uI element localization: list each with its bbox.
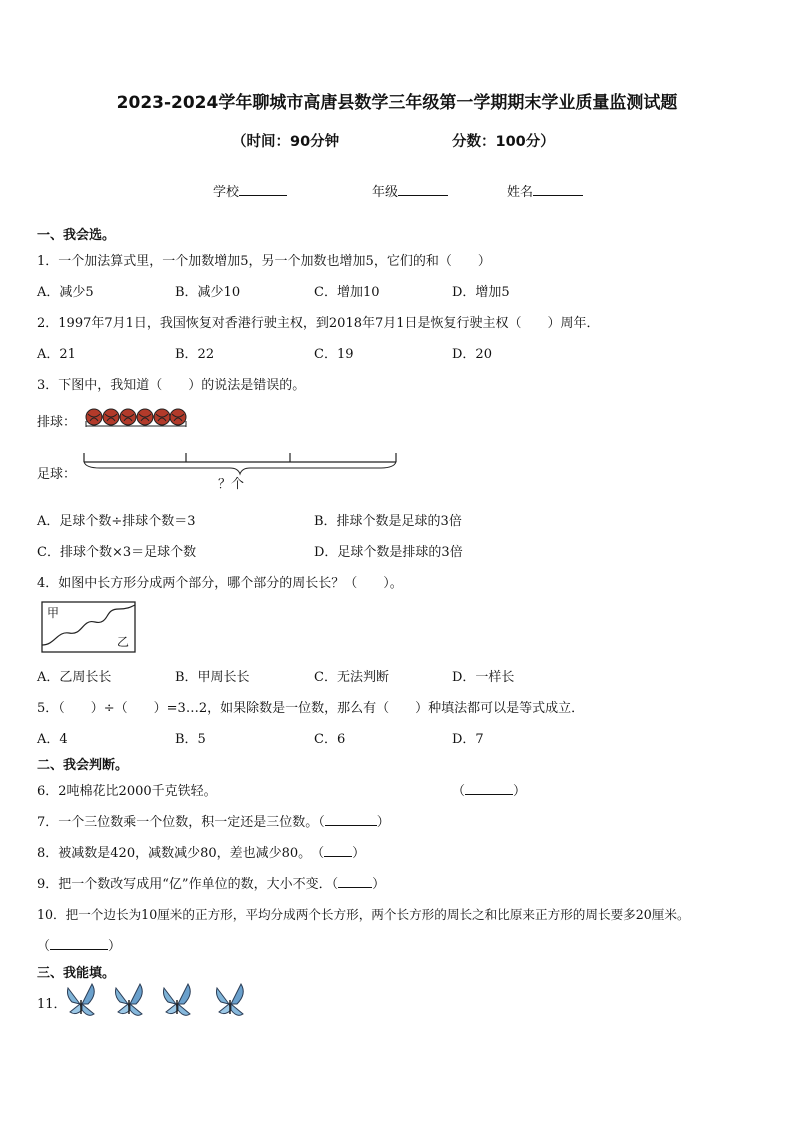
football-label: 足球： xyxy=(37,467,77,482)
q4-option-d: D．一样长 xyxy=(452,670,515,685)
exam-score: 分数：100分） xyxy=(452,134,555,150)
part-jia-label: 甲 xyxy=(47,606,60,620)
butterfly-icon xyxy=(217,984,244,1015)
q10-paren-open: （ xyxy=(37,939,51,954)
q6-paren-open: （ xyxy=(452,784,466,799)
question-10: 10．把一个边长为10厘米的正方形，平均分成两个长方形，两个长方形的周长之和比原来正方形的周长要多20厘米。 xyxy=(37,907,690,922)
name-field xyxy=(507,181,583,200)
volleyball-icon xyxy=(86,409,102,425)
volleyball-icon xyxy=(120,409,136,425)
school-label: 学校 xyxy=(213,185,240,200)
q6-paren-close: ） xyxy=(513,784,527,799)
q3-option-c: C．排球个数×3＝足球个数 xyxy=(37,545,197,560)
q4-option-b: B．甲周长长 xyxy=(175,670,250,685)
q3-option-b: B．排球个数是足球的3倍 xyxy=(314,514,462,529)
q6-answer-blank xyxy=(465,783,513,795)
question-1: 1．一个加法算式里，一个加数增加5，另一个加数也增加5，它们的和（ ） xyxy=(37,254,491,269)
q1-option-d: D．增加5 xyxy=(452,285,510,300)
name-blank xyxy=(533,184,583,196)
q8-answer-blank xyxy=(324,845,352,857)
volleyball-icon xyxy=(103,409,119,425)
q1-option-b: B．减少10 xyxy=(175,285,241,300)
grade-label: 年级 xyxy=(372,185,399,200)
q10-answer-box xyxy=(37,935,121,954)
butterfly-icon xyxy=(164,984,191,1015)
question-5: 5．（ ）÷（ ）=3…2，如果除数是一位数，那么有（ ）种填法都可以是等式成立． xyxy=(37,701,585,716)
volleyball-icon xyxy=(154,409,170,425)
name-label: 姓名 xyxy=(507,185,534,200)
question-9 xyxy=(37,873,385,892)
q3-option-d: D．足球个数是排球的3倍 xyxy=(314,545,463,560)
q1-option-a: A．减少5 xyxy=(37,285,94,300)
section-judge-heading: 二、我会判断。 xyxy=(37,758,129,773)
q8-text: 8．被减数是420，减数减少80，差也减少80。 （ xyxy=(37,846,325,861)
question-3: 3．下图中，我知道（ ）的说法是错误的。 xyxy=(37,378,306,393)
school-blank xyxy=(239,184,287,196)
grade-blank xyxy=(398,184,448,196)
q10-answer-blank xyxy=(50,938,108,950)
volleyball-icon xyxy=(137,409,153,425)
page-title: 2023-2024学年聊城市高唐县数学三年级第一学期期末学业质量监测试题 xyxy=(116,93,678,113)
q5-option-c: C．6 xyxy=(314,732,346,747)
q3-option-a: A．足球个数÷排球个数＝3 xyxy=(37,514,196,529)
q5-option-b: B．5 xyxy=(175,732,206,747)
q2-option-b: B．22 xyxy=(175,347,215,362)
q2-option-a: A．21 xyxy=(37,347,76,362)
volleyball-figure xyxy=(84,406,188,428)
question-8 xyxy=(37,842,365,861)
butterfly-icon xyxy=(68,984,95,1015)
q5-option-d: D．7 xyxy=(452,732,484,747)
question-11-number: 11． xyxy=(37,997,67,1012)
q7-answer-blank xyxy=(325,814,377,826)
question-6: 6．2吨棉花比2000千克铁轻。 xyxy=(37,784,217,799)
q4-option-c: C．无法判断 xyxy=(314,670,389,685)
q7-paren-close: ） xyxy=(376,815,390,830)
q9-paren-close: ） xyxy=(372,877,386,892)
exam-time: （时间：90分钟 xyxy=(232,134,340,150)
q4-option-a: A．乙周长长 xyxy=(37,670,112,685)
q9-text: 9．把一个数改写成用“亿”作单位的数，大小不变．（ xyxy=(37,877,339,892)
q1-option-c: C．增加10 xyxy=(314,285,380,300)
section-choice-heading: 一、我会选。 xyxy=(37,228,116,243)
brace-label: ？个 xyxy=(218,477,245,492)
question-2: 2．1997年7月1日，我国恢复对香港行驶主权，到2018年7月1日是恢复行驶主权（ ）周年． xyxy=(37,316,600,331)
q2-option-d: D．20 xyxy=(452,347,492,362)
q6-answer-box xyxy=(452,780,526,799)
butterfly-row xyxy=(64,982,254,1022)
q10-paren-close: ） xyxy=(108,939,122,954)
q9-answer-blank xyxy=(338,876,372,888)
grade-field xyxy=(372,181,448,200)
school-field xyxy=(213,181,287,200)
q7-text: 7．一个三位数乘一个位数，积一定还是三位数。（ xyxy=(37,815,325,830)
q8-paren-close: ） xyxy=(352,846,366,861)
question-4: 4．如图中长方形分成两个部分，哪个部分的周长长？（ ）。 xyxy=(37,576,403,591)
butterfly-icon xyxy=(116,984,143,1015)
volleyball-icon xyxy=(170,409,186,425)
section-fill-heading: 三、我能填。 xyxy=(37,966,116,981)
part-yi-label: 乙 xyxy=(117,635,130,649)
question-7 xyxy=(37,811,390,830)
q2-option-c: C．19 xyxy=(314,347,354,362)
volleyball-label: 排球： xyxy=(37,415,77,430)
q5-option-a: A．4 xyxy=(37,732,68,747)
